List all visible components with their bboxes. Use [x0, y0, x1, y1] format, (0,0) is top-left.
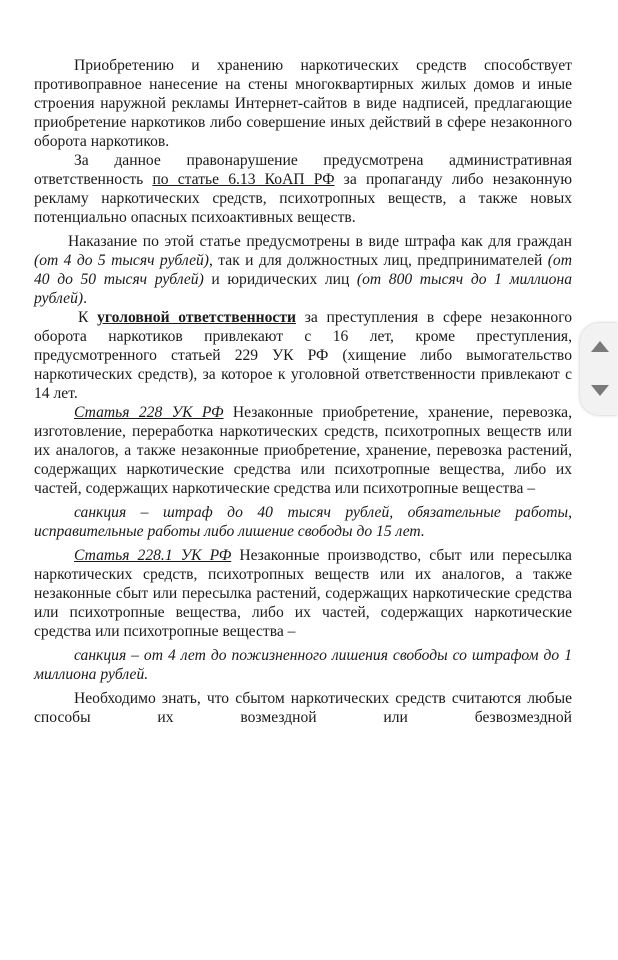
fine-officials: (от 40 до 50 тысяч рублей) [34, 252, 572, 288]
document-page [34, 56, 572, 727]
text-fragment: за преступления в сфере незаконного оборота наркотиков привлекают с 16 лет, кроме преступления, предусмотренного статьей 229 УК РФ (хищение либо вымогательство наркотических средств), за которое к уголовной ответственности привлекают с 14 лет. [34, 309, 572, 402]
sanction-article-228-1 [34, 646, 572, 684]
text-fragment: и юридических лиц [203, 271, 357, 288]
paragraph-advertising-text: Приобретению и хранению наркотических средств способствует противоправное нанесение на стены многоквартирных жилых домов и иные строения наружной рекламы Интернет-сайтов в виде надписей, предлагающие приобретение наркотиков либо совершение иных действий в сфере незаконного оборота наркотиков. [34, 57, 572, 150]
paragraph-sale-definition [34, 689, 572, 727]
text-fragment: За данное правонарушение предусмотрена административная ответственность [34, 152, 572, 188]
sanction-text: санкция – от 4 лет до пожизненного лишения свободы со штрафом до 1 миллиона рублей. [34, 647, 572, 683]
paragraph-admin-liability [34, 151, 572, 227]
text-fragment: К [78, 309, 98, 326]
text-fragment: Незаконные производство, сбыт или пересылка наркотических средств, психотропных веществ или их аналогов, а также незаконные сбыт или пересылка растений, содержащих наркотические средства или психотропные вещества, либо их частей, содержащих наркотические средства или психотропные вещества – [34, 547, 572, 640]
koap-article-link[interactable]: по статье 6.13 КоАП РФ [152, 171, 335, 188]
fine-citizens: (от 4 до 5 тысяч рублей) [34, 252, 209, 269]
triangle-up-icon [591, 341, 609, 352]
article-228-1-link[interactable]: Статья 228.1 УК РФ [74, 547, 232, 564]
text-fragment: Необходимо знать, что сбытом наркотических средств считаются любые способы их возмездной или безвозмездной [34, 690, 572, 726]
criminal-liability-term: уголовной ответственности [97, 309, 296, 326]
sanction-text: санкция – штраф до 40 тысяч рублей, обязательные работы, исправительные работы либо лишение свободы до 15 лет. [34, 504, 572, 540]
scroll-up-button[interactable] [580, 323, 618, 369]
paragraph-article-228 [34, 403, 572, 498]
paragraph-criminal-liability [34, 308, 572, 403]
triangle-down-icon [591, 385, 609, 396]
fine-legal-entities: (от 800 тысяч до 1 миллиона рублей) [34, 271, 572, 307]
text-fragment: за пропаганду либо незаконную рекламу наркотических средств, психотропных веществ, а также новых потенциально опасных психоактивных веществ. [34, 171, 572, 226]
text-fragment: , так и для должностных лиц, предпринимателей [208, 252, 548, 269]
paragraph-article-228-1 [34, 546, 572, 641]
page-scroll-control [580, 323, 618, 415]
paragraph-penalty [34, 232, 572, 308]
scroll-down-button[interactable] [580, 369, 618, 415]
text-fragment: . [83, 290, 87, 307]
article-228-link[interactable]: Статья 228 УК РФ [74, 404, 224, 421]
text-fragment: Наказание по этой статье предусмотрены в виде штрафа как для граждан [68, 233, 572, 250]
text-fragment: Незаконные приобретение, хранение, перевозка, изготовление, переработка наркотических средств, психотропных веществ или их аналогов, а также незаконные приобретение, хранение, перевозка растений, содержащих наркотические средства или психотропные вещества, либо их частей, содержащих наркотические средства или психотропные вещества – [34, 404, 572, 497]
sanction-article-228 [34, 503, 572, 541]
paragraph-advertising [34, 56, 572, 151]
